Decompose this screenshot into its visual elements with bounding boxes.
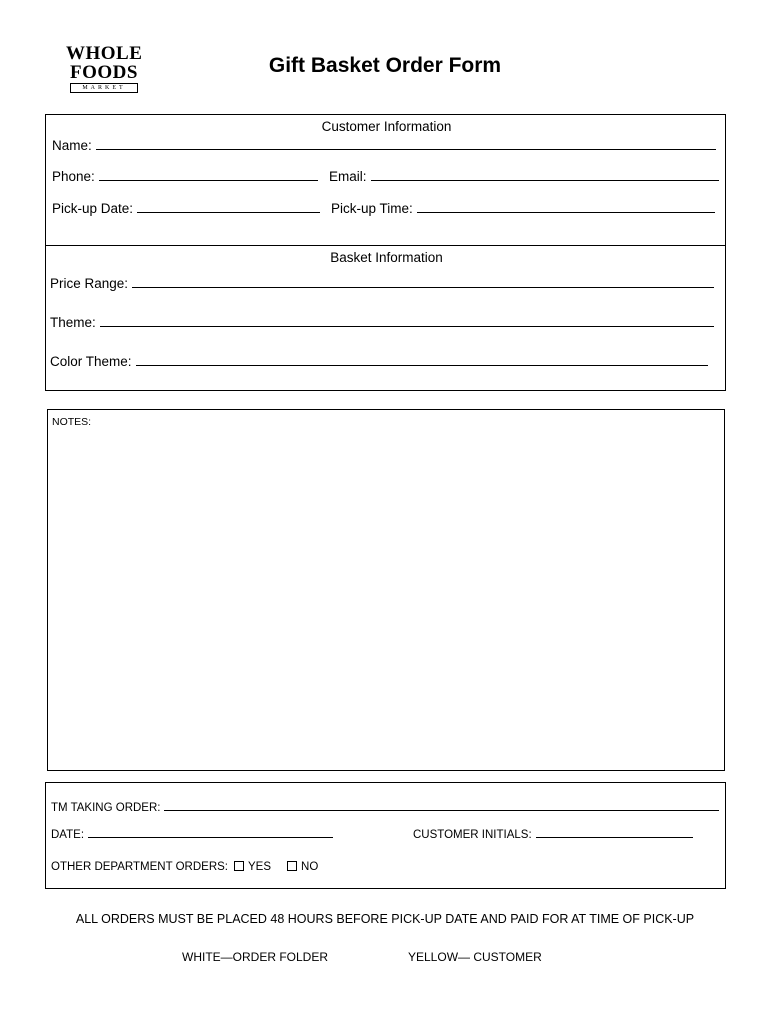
price-range-label: Price Range:	[50, 276, 129, 291]
tm-label: TM TAKING ORDER:	[51, 802, 161, 814]
email-field[interactable]	[329, 169, 719, 184]
name-line[interactable]	[96, 149, 716, 150]
customer-info-section	[45, 114, 726, 246]
other-department-orders	[51, 861, 318, 873]
white-copy-label: WHITE—ORDER FOLDER	[182, 950, 329, 964]
logo-line-3: MARKET	[70, 83, 138, 93]
theme-line[interactable]	[100, 326, 714, 327]
phone-field[interactable]	[52, 169, 318, 184]
pickup-time-label: Pick-up Time:	[331, 201, 413, 216]
date-line[interactable]	[88, 837, 333, 838]
internal-section	[45, 782, 726, 889]
notes-section[interactable]	[47, 409, 725, 771]
yes-checkbox[interactable]	[234, 861, 244, 871]
price-range-field[interactable]	[50, 276, 714, 291]
initials-label: CUSTOMER INITIALS:	[413, 829, 532, 841]
email-label: Email:	[329, 169, 367, 184]
email-line[interactable]	[371, 180, 719, 181]
no-checkbox[interactable]	[287, 861, 297, 871]
color-theme-label: Color Theme:	[50, 354, 132, 369]
date-field[interactable]	[51, 829, 333, 841]
notes-label: NOTES:	[52, 416, 92, 428]
theme-field[interactable]	[50, 315, 714, 330]
logo-line-2: FOODS	[70, 62, 138, 83]
tm-taking-order-field[interactable]	[51, 802, 719, 814]
price-range-line[interactable]	[132, 287, 714, 288]
phone-line[interactable]	[99, 180, 318, 181]
basket-info-section	[45, 245, 726, 391]
page-title	[0, 54, 770, 78]
date-label: DATE:	[51, 829, 85, 841]
pickup-date-field[interactable]	[52, 201, 320, 216]
page-title-text: Gift Basket Order Form	[268, 54, 502, 77]
color-theme-field[interactable]	[50, 354, 708, 369]
phone-label: Phone:	[52, 169, 95, 184]
tm-line[interactable]	[164, 810, 719, 811]
other-dept-label: OTHER DEPARTMENT ORDERS:	[51, 861, 228, 874]
pickup-date-line[interactable]	[137, 212, 320, 213]
yellow-copy-label: YELLOW— CUSTOMER	[408, 950, 542, 964]
pickup-time-field[interactable]	[331, 201, 715, 216]
initials-line[interactable]	[536, 837, 693, 838]
yes-label: YES	[248, 861, 272, 874]
basket-info-heading: Basket Information	[330, 250, 443, 265]
name-field[interactable]	[52, 138, 716, 153]
customer-info-heading: Customer Information	[321, 119, 452, 134]
pickup-date-label: Pick-up Date:	[52, 201, 134, 216]
no-label: NO	[301, 861, 319, 874]
logo-line-1: WHOLE	[66, 43, 143, 64]
color-theme-line[interactable]	[136, 365, 708, 366]
pickup-time-line[interactable]	[417, 212, 715, 213]
order-notice: ALL ORDERS MUST BE PLACED 48 HOURS BEFORE PICK-UP DATE AND PAID FOR AT TIME OF PICK-UP	[75, 912, 695, 926]
name-label: Name:	[52, 138, 92, 153]
theme-label: Theme:	[50, 315, 96, 330]
customer-initials-field[interactable]	[413, 829, 693, 841]
